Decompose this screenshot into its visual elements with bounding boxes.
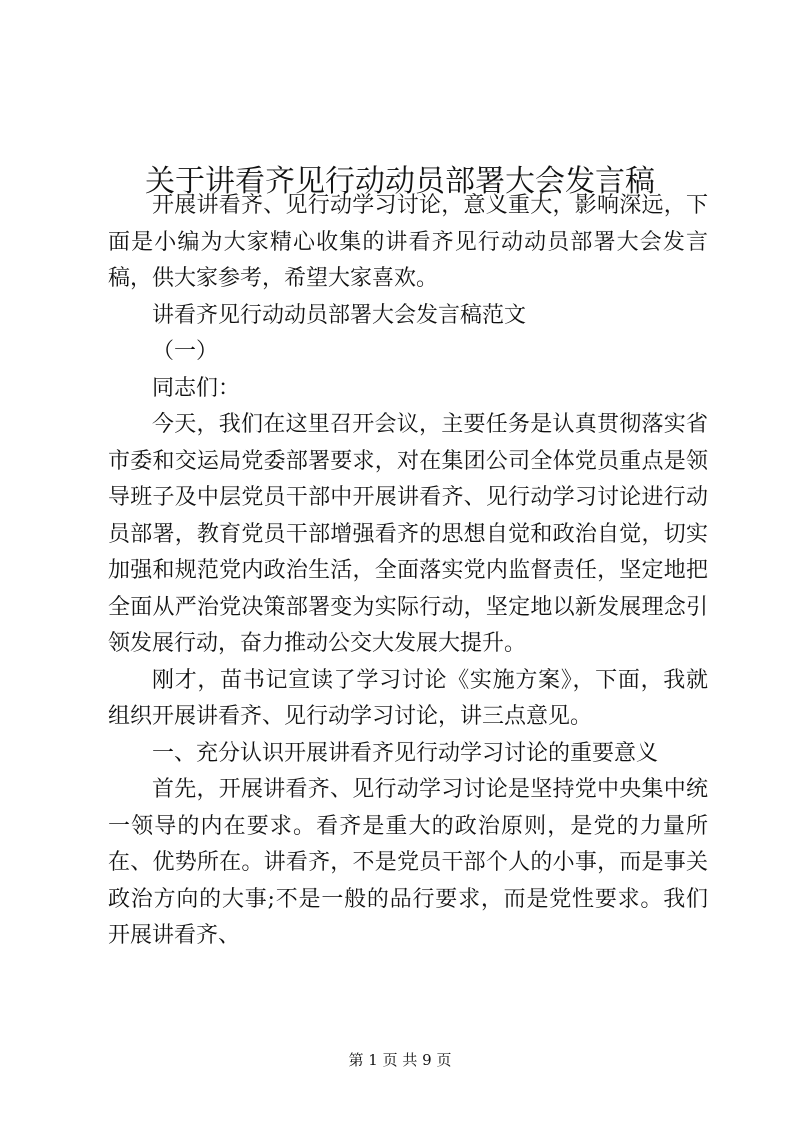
paragraph-opening: 今天，我们在这里召开会议，主要任务是认真贯彻落实省市委和交运局党委部署要求，对在集团公司全体党员重点是领导班子及中层党员干部中开展讲看齐、见行动学习讨论进行动员部署，教育党员干部增强看齐的思想自觉和政治自觉，切实加强和规范党内政治生活，全面落实党内监督责任，坚定地把全面从严治党决策部署变为实际行动，坚定地以新发展理念引领发展行动，奋力推动公交大发展大提升。 [108, 412, 708, 656]
paragraph-salutation: 同志们： [152, 375, 241, 401]
document-body [108, 188, 708, 955]
paragraph-intro: 开展讲看齐、见行动学习讨论，意义重大，影响深远，下面是小编为大家精心收集的讲看齐见行动动员部署大会发言稿，供大家参考，希望大家喜欢。 [108, 193, 708, 291]
paragraph-first-point: 首先，开展讲看齐、见行动学习讨论是坚持党中央集中统一领导的内在要求。看齐是重大的政治原则，是党的力量所在、优势所在。讲看齐，不是党员干部个人的小事，而是事关政治方向的大事;不是一般的品行要求，而是党性要求。我们开展讲看齐、 [108, 777, 708, 948]
document-title: 关于讲看齐见行动动员部署大会发言稿 [145, 164, 655, 200]
paragraph-section-marker: （一） [152, 339, 219, 364]
paragraph-heading-one: 一、充分认识开展讲看齐见行动学习讨论的重要意义 [152, 740, 659, 766]
paragraph-subtitle: 讲看齐见行动动员部署大会发言稿范文 [152, 302, 527, 328]
paragraph-agenda: 刚才，苗书记宣读了学习讨论《实施方案》，下面，我就组织开展讲看齐、见行动学习讨论，讲三点意见。 [108, 667, 708, 729]
page-footer: 第 1 页 共 9 页 [348, 1051, 452, 1069]
